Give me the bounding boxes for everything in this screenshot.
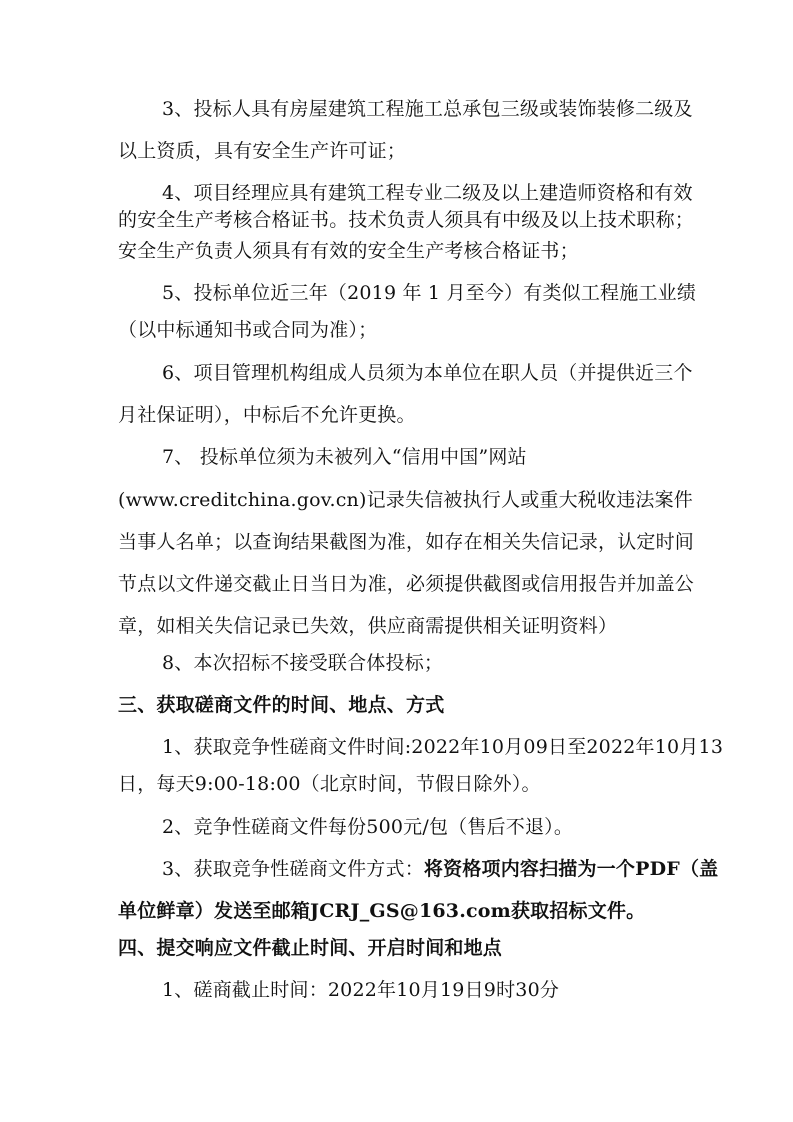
section3-p3-line2: 单位鲜章）发送至邮箱JCRJ_GS@163.com获取招标文件。 <box>118 900 646 922</box>
item4-line2: 的安全生产考核合格证书。技术负责人须具有中级及以上技术职称； <box>118 209 695 231</box>
section3-p3-bold-text: 将资格项内容扫描为一个PDF（盖 <box>423 858 719 880</box>
section3-p1-line2: 日，每天9:00-18:00（北京时间，节假日除外）。 <box>118 773 541 795</box>
item5-line1: 5、投标单位近三年（2019 年 1 月至今）有类似工程施工业绩 <box>162 282 697 304</box>
section3-p2-line1: 2、竞争性磋商文件每份500元/包（售后不退）。 <box>162 816 574 838</box>
section3-p3-prefix: 3、获取竞争性磋商文件方式： <box>162 858 424 880</box>
section3-p3-line1 <box>162 857 718 881</box>
item5-line2: （以中标通知书或合同为准）； <box>118 319 378 341</box>
section3-p1-line1: 1、获取竞争性磋商文件时间:2022年10月09日至2022年10月13 <box>162 736 724 758</box>
item7-line4: 节点以文件递交截止日当日为准，必须提供截图或信用报告并加盖公 <box>118 573 695 595</box>
item7-line2: (www.creditchina.gov.cn)记录失信被执行人或重大税收违法案件 <box>118 489 694 511</box>
item7-line1: 7、 投标单位须为未被列入“信用中国”网站 <box>162 446 527 468</box>
section4-heading: 四、提交响应文件截止时间、开启时间和地点 <box>118 937 503 959</box>
section4-p1-line1: 1、磋商截止时间：2022年10月19日9时30分 <box>162 979 560 1001</box>
item4-line1: 4、项目经理应具有建筑工程专业二级及以上建造师资格和有效 <box>162 182 693 204</box>
item7-line3: 当事人名单；以查询结果截图为准，如存在相关失信记录，认定时间 <box>118 531 695 553</box>
item6-line2: 月社保证明），中标后不允许更换。 <box>118 404 416 426</box>
item7-line5: 章，如相关失信记录已失效，供应商需提供相关证明资料） <box>118 615 618 637</box>
item3-line1: 3、投标人具有房屋建筑工程施工总承包三级或装饰装修二级及 <box>162 98 693 120</box>
item8-line1: 8、本次招标不接受联合体投标； <box>162 652 444 674</box>
section3-heading: 三、获取磋商文件的时间、地点、方式 <box>118 694 445 716</box>
item6-line1: 6、项目管理机构组成人员须为本单位在职人员（并提供近三个 <box>162 362 693 384</box>
item3-line2: 以上资质，具有安全生产许可证； <box>118 140 407 162</box>
item4-line3: 安全生产负责人须具有有效的安全生产考核合格证书； <box>118 240 579 262</box>
